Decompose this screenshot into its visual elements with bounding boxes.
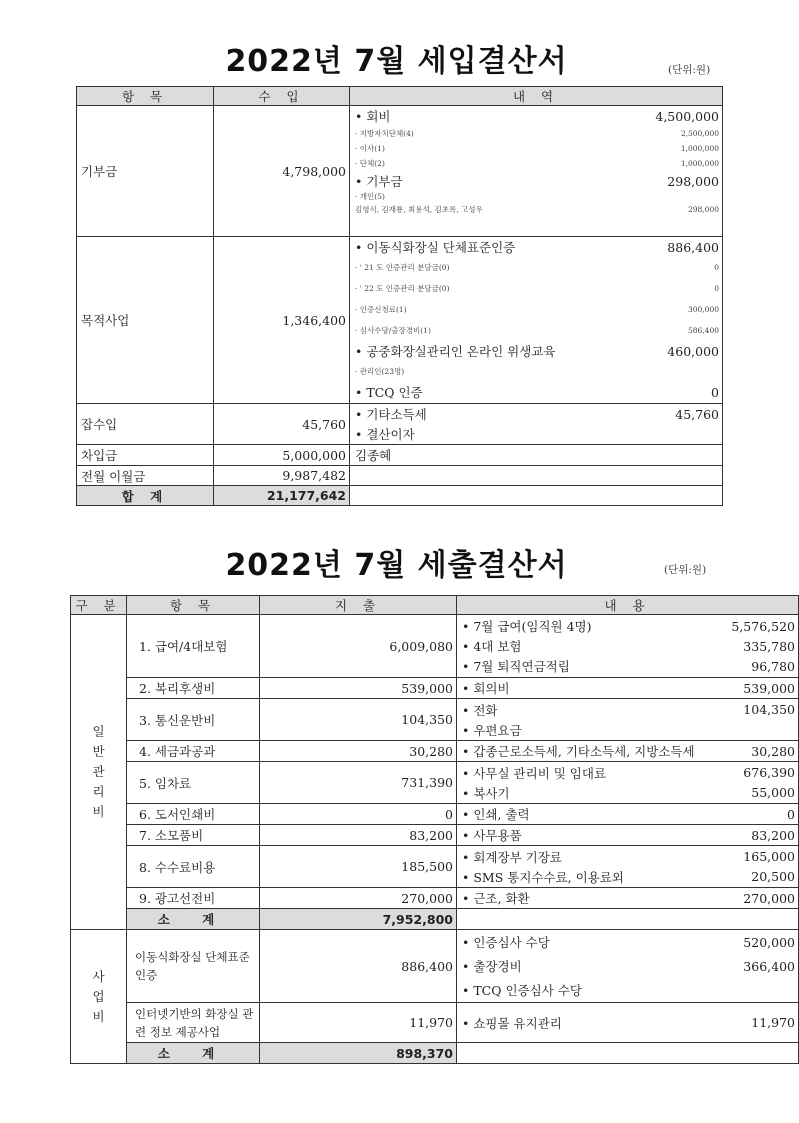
income-title: 2022년 7월 세입결산서 — [225, 44, 568, 79]
header-category: 구 분 — [71, 596, 127, 615]
income-row — [77, 445, 723, 466]
expense-title: 2022년 7월 세출결산서 — [225, 548, 568, 583]
detail-value: 30,280 — [751, 743, 795, 759]
detail-text: · 이사(1) — [355, 144, 385, 153]
expense-amount: 731,390 — [260, 762, 457, 804]
income-detail — [350, 404, 723, 445]
detail-text: • SMS 통지수수료, 이용료외 — [462, 869, 624, 885]
expense-row — [71, 846, 799, 888]
detail-line — [462, 720, 795, 740]
expense-item: 인터넷기반의 화장실 관련 정보 제공사업 — [127, 1003, 260, 1043]
detail-value: 335,780 — [743, 638, 795, 654]
expense-amount: 886,400 — [260, 930, 457, 1003]
detail-text: • 7월 퇴직연금적립 — [462, 659, 570, 674]
expense-row — [71, 930, 799, 1003]
detail-value: 298,000 — [667, 173, 719, 189]
detail-text: • 결산이자 — [355, 427, 415, 442]
expense-row — [71, 804, 799, 825]
detail-value: 2,500,000 — [680, 129, 719, 138]
detail-value: 0 — [714, 263, 719, 272]
detail-line — [355, 445, 719, 465]
detail-text: • 회의비 — [462, 681, 510, 696]
expense-subtotal-label: 소 계 — [127, 1043, 260, 1064]
detail-text: • 근조, 화환 — [462, 891, 530, 906]
detail-value: 460,000 — [667, 343, 719, 359]
detail-text: • 사무실 관리비 및 임대료 — [462, 765, 607, 781]
detail-value: 0 — [787, 806, 795, 822]
income-unit: (단위:원) — [668, 64, 711, 76]
detail-text: • TCQ 인증 — [355, 385, 423, 400]
detail-value: 20,500 — [751, 869, 795, 884]
detail-text: 김영식, 김재룡, 최용석, 김초록, 고성우 — [355, 204, 483, 214]
detail-value: 0 — [714, 284, 719, 293]
detail-line — [462, 763, 795, 783]
detail-text: • 전화 — [462, 702, 498, 718]
detail-line — [355, 257, 719, 278]
detail-line — [355, 299, 719, 320]
income-total-blank — [350, 486, 723, 506]
expense-subtotal-blank — [457, 909, 799, 930]
detail-value: 520,000 — [743, 934, 795, 950]
detail-line — [355, 237, 719, 257]
detail-line — [355, 382, 719, 402]
income-row — [77, 106, 723, 237]
detail-line — [462, 741, 795, 761]
income-detail — [350, 445, 723, 466]
detail-line — [355, 106, 719, 126]
detail-text: • 인쇄, 출력 — [462, 807, 530, 822]
expense-category — [71, 615, 127, 930]
detail-text: 김종혜 — [355, 448, 392, 463]
detail-value: 96,780 — [751, 658, 795, 674]
expense-detail — [457, 678, 799, 699]
detail-text: • 공중화장실관리인 온라인 위생교육 — [355, 344, 556, 359]
income-amount: 9,987,482 — [214, 466, 350, 486]
detail-text: · 심사수당/출장경비(1) — [355, 326, 431, 335]
expense-item: 2. 복리후생비 — [127, 678, 260, 699]
income-table — [76, 86, 723, 506]
detail-text: • 인증심사 수당 — [462, 935, 550, 950]
expense-item: 이동식화장실 단체표준인증 — [127, 930, 260, 1003]
expense-subtotal-blank — [457, 1043, 799, 1064]
detail-line — [462, 825, 795, 845]
detail-line — [355, 361, 719, 382]
expense-item: 5. 임차료 — [127, 762, 260, 804]
header-item: 항 목 — [77, 87, 214, 106]
income-item: 기부금 — [77, 106, 214, 237]
expense-category-label: 사업비 — [92, 968, 105, 1024]
detail-value: 165,000 — [743, 849, 795, 864]
detail-text: · 단체(2) — [355, 159, 385, 168]
expense-amount: 270,000 — [260, 888, 457, 909]
expense-amount: 104,350 — [260, 699, 457, 741]
expense-amount: 0 — [260, 804, 457, 825]
detail-line — [462, 978, 795, 1002]
detail-line — [355, 424, 719, 444]
detail-line — [355, 126, 719, 141]
expense-amount: 185,500 — [260, 846, 457, 888]
expense-category — [71, 930, 127, 1064]
expense-unit: (단위:원) — [664, 564, 707, 576]
detail-line — [355, 201, 719, 217]
expense-detail — [457, 699, 799, 741]
header-income: 수 입 — [214, 87, 350, 106]
detail-line — [462, 636, 795, 656]
expense-amount: 30,280 — [260, 741, 457, 762]
income-total-row — [77, 486, 723, 506]
detail-text: • 4대 보험 — [462, 639, 522, 654]
detail-value: 676,390 — [743, 765, 795, 780]
detail-line — [462, 783, 795, 803]
detail-text: • 갑종근로소득세, 기타소득세, 지방소득세 — [462, 744, 695, 759]
expense-detail — [457, 615, 799, 678]
detail-line — [462, 847, 795, 867]
detail-value: 0 — [711, 384, 719, 400]
expense-item: 7. 소모품비 — [127, 825, 260, 846]
expense-detail — [457, 825, 799, 846]
detail-text: · 개인(5) — [355, 191, 385, 201]
income-total-amount: 21,177,642 — [214, 486, 350, 506]
income-item: 전월 이월금 — [77, 466, 214, 486]
income-item: 목적사업 — [77, 237, 214, 404]
detail-line — [462, 954, 795, 978]
income-amount: 5,000,000 — [214, 445, 350, 466]
detail-text: • 우편요금 — [462, 722, 522, 738]
header-content: 내 용 — [457, 596, 799, 615]
expense-row — [71, 1003, 799, 1043]
income-detail — [350, 106, 723, 237]
detail-text: • 사무용품 — [462, 828, 522, 843]
detail-text: · ' 22 도 인증관리 분담금(0) — [355, 284, 450, 293]
income-row — [77, 237, 723, 404]
detail-value: 300,000 — [687, 305, 719, 314]
income-item: 차입금 — [77, 445, 214, 466]
expense-amount: 6,009,080 — [260, 615, 457, 678]
detail-text: · 인증신청료(1) — [355, 305, 407, 314]
detail-text: · 지방자치단체(4) — [355, 129, 414, 138]
detail-value: 4,500,000 — [655, 108, 719, 124]
expense-subtotal-label: 소 계 — [127, 909, 260, 930]
expense-item: 3. 통신운반비 — [127, 699, 260, 741]
header-detail: 내 역 — [350, 87, 723, 106]
expense-row — [71, 825, 799, 846]
expense-item: 6. 도서인쇄비 — [127, 804, 260, 825]
detail-value: 5,576,520 — [731, 618, 795, 634]
expense-row — [71, 699, 799, 741]
detail-value: 1,000,000 — [680, 144, 719, 153]
detail-line — [462, 930, 795, 954]
header-item: 항 목 — [127, 596, 260, 615]
expense-detail — [457, 888, 799, 909]
detail-text: • 복사기 — [462, 785, 510, 801]
detail-line — [462, 804, 795, 824]
detail-text: · ' 21 도 인증관리 분담금(0) — [355, 263, 450, 272]
expense-detail — [457, 846, 799, 888]
detail-line — [355, 404, 719, 424]
detail-value: 11,970 — [751, 1015, 795, 1030]
detail-text: • 회비 — [355, 109, 391, 124]
expense-subtotal-amount: 7,952,800 — [260, 909, 457, 930]
income-total-label: 합 계 — [77, 486, 214, 506]
expense-detail — [457, 741, 799, 762]
detail-text: • 이동식화장실 단체표준인증 — [355, 240, 516, 255]
expense-item: 4. 세금과공과 — [127, 741, 260, 762]
detail-text: • 기타소득세 — [355, 407, 427, 422]
detail-value: 104,350 — [743, 702, 795, 717]
expense-amount: 11,970 — [260, 1003, 457, 1043]
expense-item: 9. 광고선전비 — [127, 888, 260, 909]
detail-line — [462, 888, 795, 908]
expense-subtotal-row — [71, 1043, 799, 1064]
expense-detail — [457, 762, 799, 804]
detail-line — [355, 278, 719, 299]
detail-value: 1,000,000 — [680, 159, 719, 168]
income-item: 잡수입 — [77, 404, 214, 445]
income-amount: 1,346,400 — [214, 237, 350, 404]
expense-item: 1. 급여/4대보험 — [127, 615, 260, 678]
detail-value: 366,400 — [743, 958, 795, 974]
expense-subtotal-row — [71, 909, 799, 930]
detail-value: 55,000 — [751, 785, 795, 800]
detail-value: 298,000 — [687, 204, 719, 214]
detail-text: • TCQ 인증심사 수당 — [462, 983, 582, 998]
detail-value: 539,000 — [743, 680, 795, 696]
detail-line — [462, 656, 795, 676]
detail-text: • 7월 급여(임직원 4명) — [462, 619, 592, 634]
detail-value: 270,000 — [743, 890, 795, 906]
expense-category-label: 일반관리비 — [92, 724, 105, 819]
expense-detail — [457, 1003, 799, 1043]
detail-line — [462, 1013, 795, 1033]
expense-amount: 539,000 — [260, 678, 457, 699]
expense-amount: 83,200 — [260, 825, 457, 846]
detail-line — [462, 616, 795, 636]
expense-detail — [457, 804, 799, 825]
income-amount: 4,798,000 — [214, 106, 350, 237]
detail-line — [355, 320, 719, 341]
income-row — [77, 404, 723, 445]
expense-row — [71, 888, 799, 909]
income-detail — [350, 466, 723, 486]
header-expense: 지 출 — [260, 596, 457, 615]
expense-row — [71, 615, 799, 678]
expense-row — [71, 741, 799, 762]
detail-text: • 출장경비 — [462, 959, 522, 974]
expense-row — [71, 762, 799, 804]
detail-line — [355, 171, 719, 191]
detail-text: • 회계장부 기장료 — [462, 849, 562, 865]
detail-line — [355, 341, 719, 361]
detail-text: · 관리인(23명) — [355, 367, 405, 376]
expense-row — [71, 678, 799, 699]
detail-value: 586,400 — [687, 326, 719, 335]
detail-line — [355, 156, 719, 171]
detail-value: 45,760 — [675, 406, 719, 422]
detail-text: • 쇼핑몰 유지관리 — [462, 1015, 562, 1031]
detail-value: 83,200 — [751, 827, 795, 843]
detail-line — [462, 867, 795, 887]
detail-line — [355, 141, 719, 156]
expense-subtotal-amount: 898,370 — [260, 1043, 457, 1064]
expense-table — [70, 595, 799, 1064]
income-detail — [350, 237, 723, 404]
detail-line — [462, 678, 795, 698]
detail-value: 886,400 — [667, 239, 719, 255]
detail-line — [355, 191, 719, 201]
income-amount: 45,760 — [214, 404, 350, 445]
income-row — [77, 466, 723, 486]
expense-detail — [457, 930, 799, 1003]
detail-text: • 기부금 — [355, 174, 403, 189]
expense-item: 8. 수수료비용 — [127, 846, 260, 888]
detail-line — [462, 700, 795, 720]
